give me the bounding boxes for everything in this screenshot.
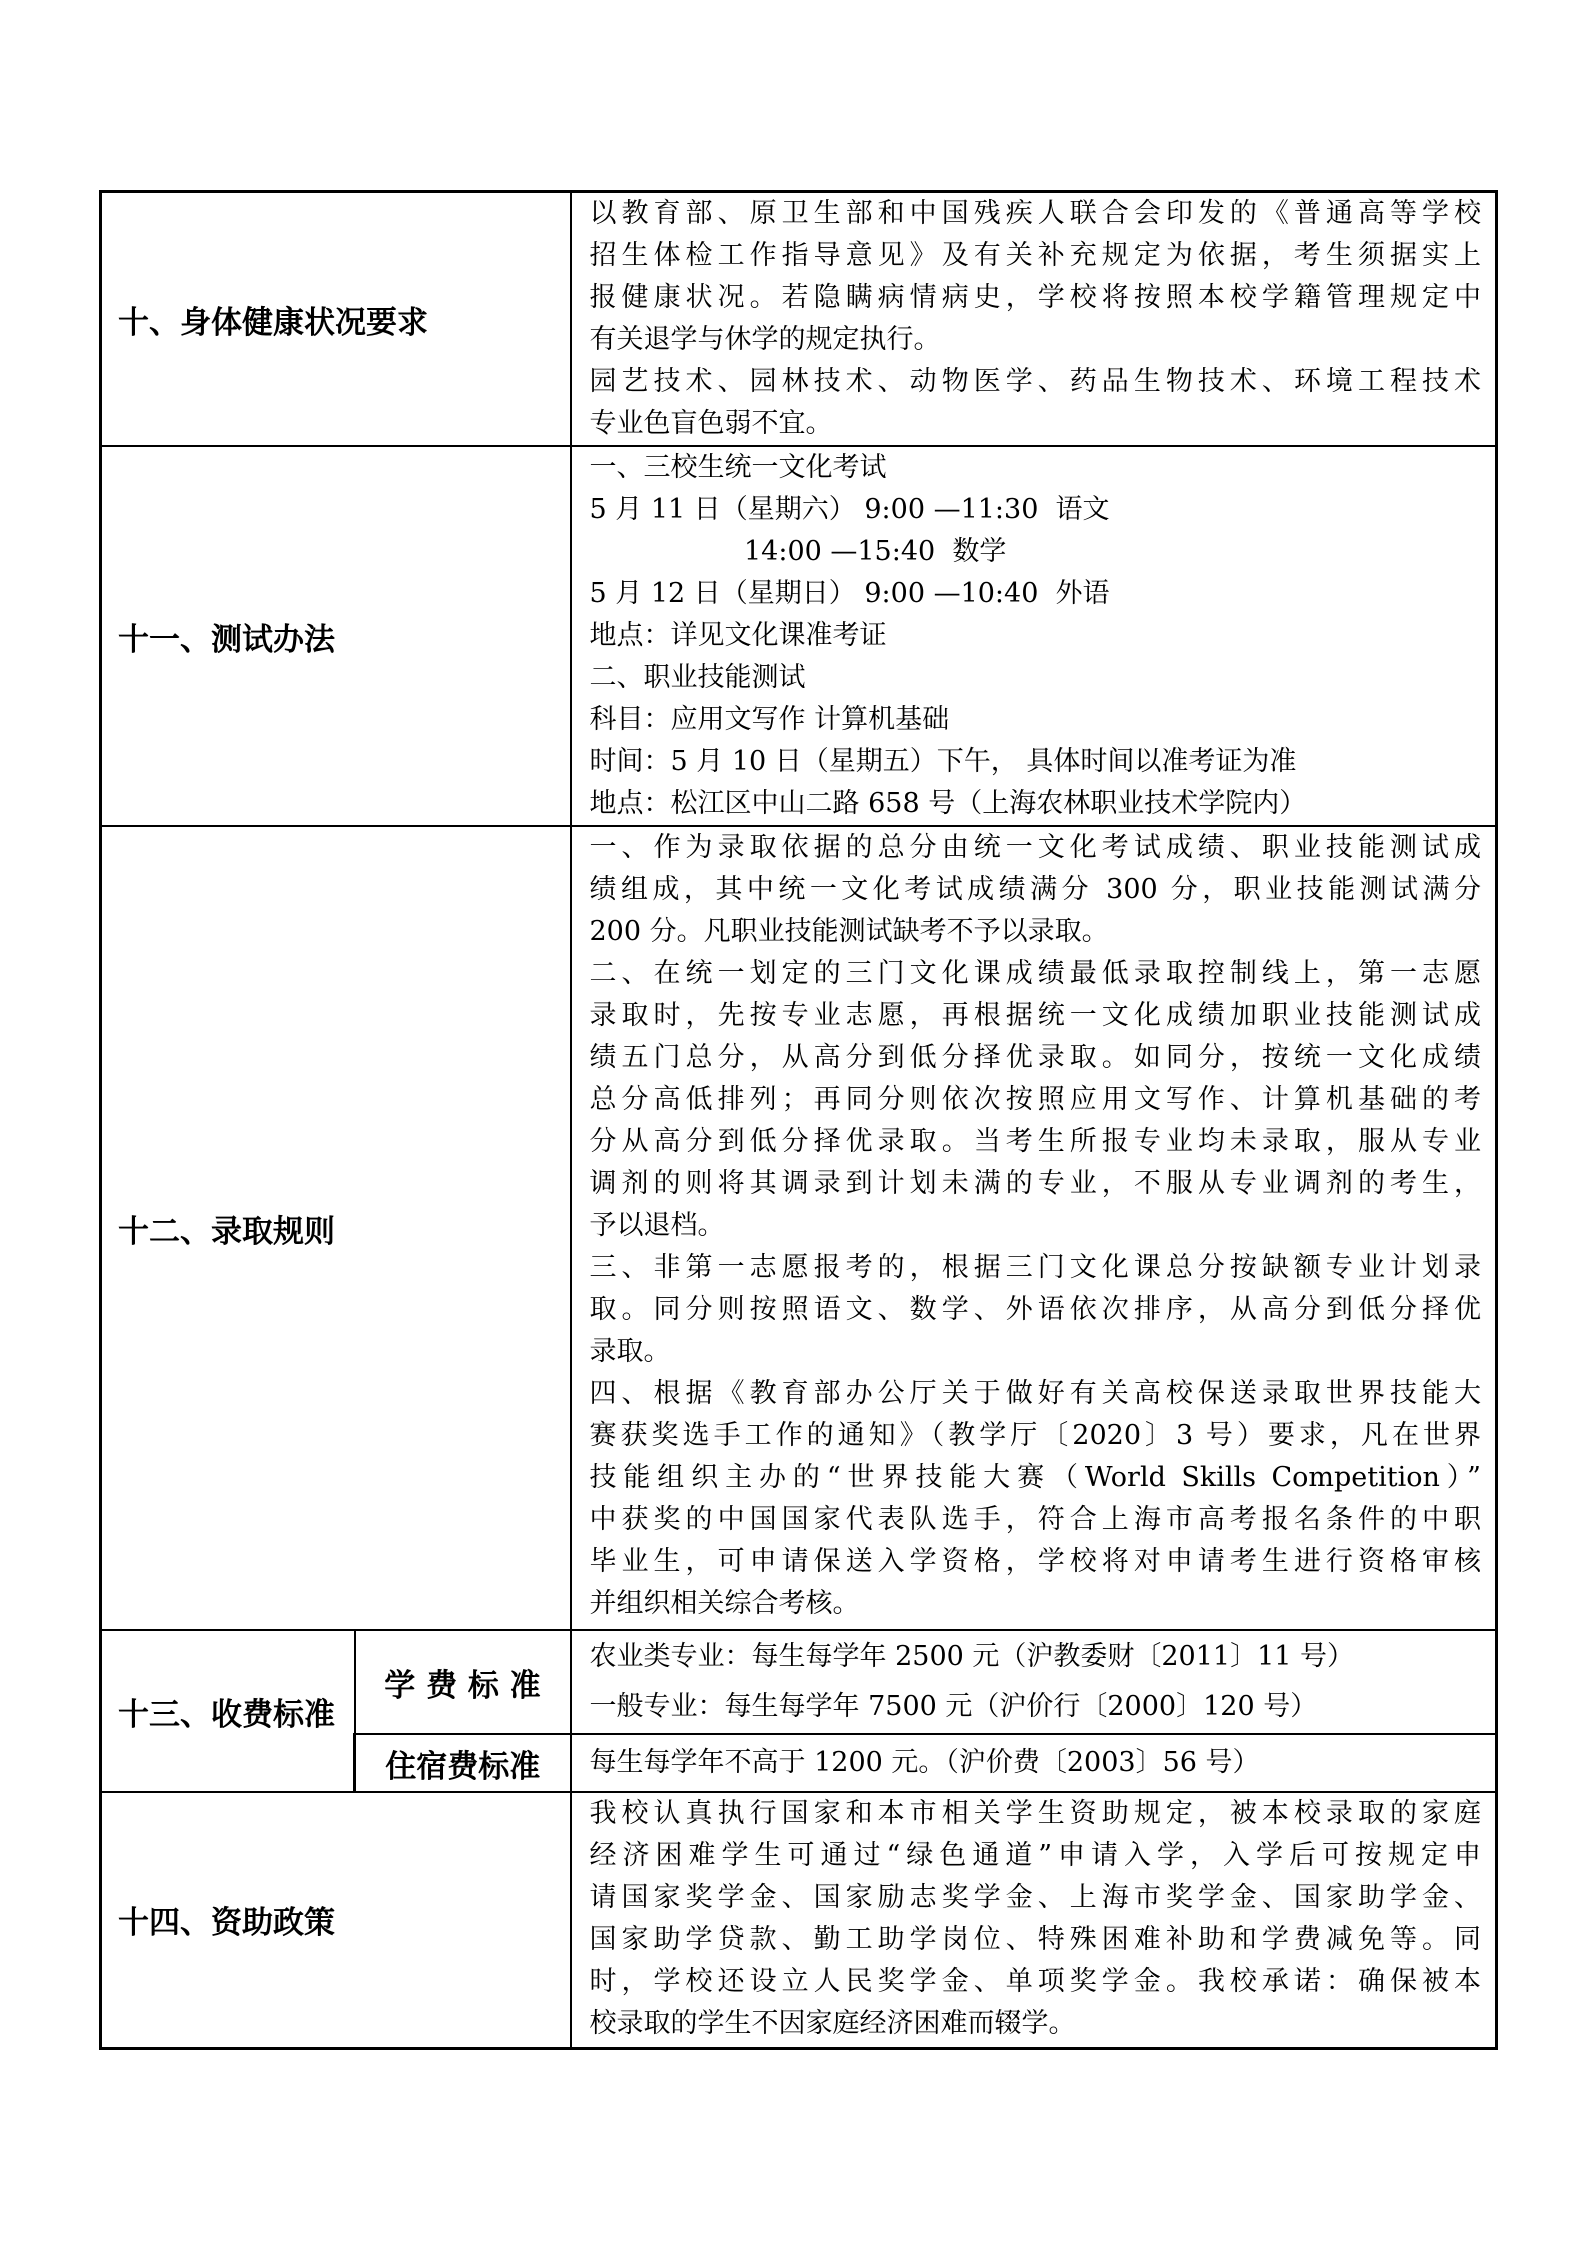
text-line: 二、职业技能测试 <box>589 662 806 693</box>
text-line: 录取。 <box>589 1336 671 1367</box>
text-line: 绩组成，其中统一文化考试成绩满分 300 分，职业技能测试满分 <box>589 874 1481 905</box>
content-tuition <box>571 1630 1497 1734</box>
row-health <box>101 192 1497 447</box>
dorm-fee-label: 住宿费标准 <box>355 1734 571 1792</box>
tuition-label: 学 费 标 准 <box>355 1630 571 1734</box>
text-line: 报健康状况。若隐瞒病情病史，学校将按照本校学籍管理规定中 <box>589 282 1481 313</box>
exam-schedule-line: 14:00 —15:40 数学 <box>589 536 1007 567</box>
exam-schedule-line: 5 月 12 日（星期日） 9:00 —10:40 外语 <box>589 578 1110 609</box>
text-line: 专业色盲色弱不宜。 <box>589 408 833 439</box>
text-line: 科目：应用文写作 计算机基础 <box>589 704 950 735</box>
row-title-health: 十、身体健康状况要求 <box>101 192 571 447</box>
row-aid <box>101 1792 1497 2048</box>
text-line: 一般专业：每生每学年 7500 元（沪价行〔2000〕120 号） <box>589 1691 1318 1722</box>
text-line: 请国家奖学金、国家励志奖学金、上海市奖学金、国家助学金、 <box>589 1882 1481 1913</box>
text-line: 予以退档。 <box>589 1210 725 1241</box>
text-line: 并组织相关综合考核。 <box>589 1588 860 1619</box>
row-title-fees: 十三、收费标准 <box>101 1630 355 1792</box>
row-title-aid: 十四、资助政策 <box>101 1792 571 2048</box>
text-line: 取。同分则按照语文、数学、外语依次排序，从高分到低分择优 <box>589 1294 1481 1325</box>
content-aid <box>571 1792 1497 2048</box>
text-line: 四、根据《教育部办公厅关于做好有关高校保送录取世界技能大 <box>589 1378 1481 1409</box>
text-line: 一、三校生统一文化考试 <box>589 452 887 483</box>
content-dorm <box>571 1734 1497 1792</box>
text-line: 毕业生，可申请保送入学资格，学校将对申请考生进行资格审核 <box>589 1546 1481 1577</box>
row-fees-tuition <box>101 1630 1497 1734</box>
text-line: 我校认真执行国家和本市相关学生资助规定，被本校录取的家庭 <box>589 1798 1481 1829</box>
text-line: 三、非第一志愿报考的，根据三门文化课总分按缺额专业计划录 <box>589 1252 1481 1283</box>
text-line: 200 分。凡职业技能测试缺考不予以录取。 <box>589 916 1109 947</box>
text-line: 二、在统一划定的三门文化课成绩最低录取控制线上，第一志愿 <box>589 958 1481 989</box>
text-line: 分从高分到低分择优录取。当考生所报专业均未录取，服从专业 <box>589 1126 1481 1157</box>
text-line: 时，学校还设立人民奖学金、单项奖学金。我校承诺：确保被本 <box>589 1966 1481 1997</box>
text-line: 有关退学与休学的规定执行。 <box>589 324 941 355</box>
text-line: 赛获奖选手工作的通知》（教学厅〔2020〕3 号）要求，凡在世界 <box>589 1420 1481 1451</box>
row-test <box>101 446 1497 826</box>
content-test <box>571 446 1497 826</box>
admission-info-table <box>99 190 1498 2050</box>
text-line: 农业类专业：每生每学年 2500 元（沪教委财〔2011〕11 号） <box>589 1641 1355 1672</box>
text-line: 时间：5 月 10 日（星期五）下午， 具体时间以准考证为准 <box>589 746 1297 777</box>
text-line: 调剂的则将其调录到计划未满的专业，不服从专业调剂的考生， <box>589 1168 1481 1199</box>
text-line: 技能组织主办的“世界技能大赛（World Skills Competition）” <box>589 1462 1481 1493</box>
content-health <box>571 192 1497 447</box>
text-line: 中获奖的中国国家代表队选手，符合上海市高考报名条件的中职 <box>589 1504 1481 1535</box>
text-line: 经济困难学生可通过“绿色通道”申请入学，入学后可按规定申 <box>589 1840 1481 1871</box>
row-title-admission: 十二、录取规则 <box>101 826 571 1630</box>
text-line: 绩五门总分，从高分到低分择优录取。如同分，按统一文化成绩 <box>589 1042 1481 1073</box>
text-line: 地点：详见文化课准考证 <box>589 620 887 651</box>
text-line: 校录取的学生不因家庭经济困难而辍学。 <box>589 2008 1076 2039</box>
text-line: 地点：松江区中山二路 658 号（上海农林职业技术学院内） <box>589 788 1307 819</box>
row-admission <box>101 826 1497 1630</box>
text-line: 以教育部、原卫生部和中国残疾人联合会印发的《普通高等学校 <box>589 198 1481 229</box>
text-line: 录取时，先按专业志愿，再根据统一文化成绩加职业技能测试成 <box>589 1000 1481 1031</box>
text-line: 招生体检工作指导意见》及有关补充规定为依据，考生须据实上 <box>589 240 1481 271</box>
text-line: 一、作为录取依据的总分由统一文化考试成绩、职业技能测试成 <box>589 832 1481 863</box>
row-title-test: 十一、测试办法 <box>101 446 571 826</box>
content-admission <box>571 826 1497 1630</box>
exam-schedule-line: 5 月 11 日（星期六） 9:00 —11:30 语文 <box>589 494 1110 525</box>
text-line: 总分高低排列；再同分则依次按照应用文写作、计算机基础的考 <box>589 1084 1481 1115</box>
text-line: 每生每学年不高于 1200 元。（沪价费〔2003〕56 号） <box>589 1747 1260 1778</box>
text-line: 园艺技术、园林技术、动物医学、药品生物技术、环境工程技术 <box>589 366 1481 397</box>
text-line: 国家助学贷款、勤工助学岗位、特殊困难补助和学费减免等。同 <box>589 1924 1481 1955</box>
